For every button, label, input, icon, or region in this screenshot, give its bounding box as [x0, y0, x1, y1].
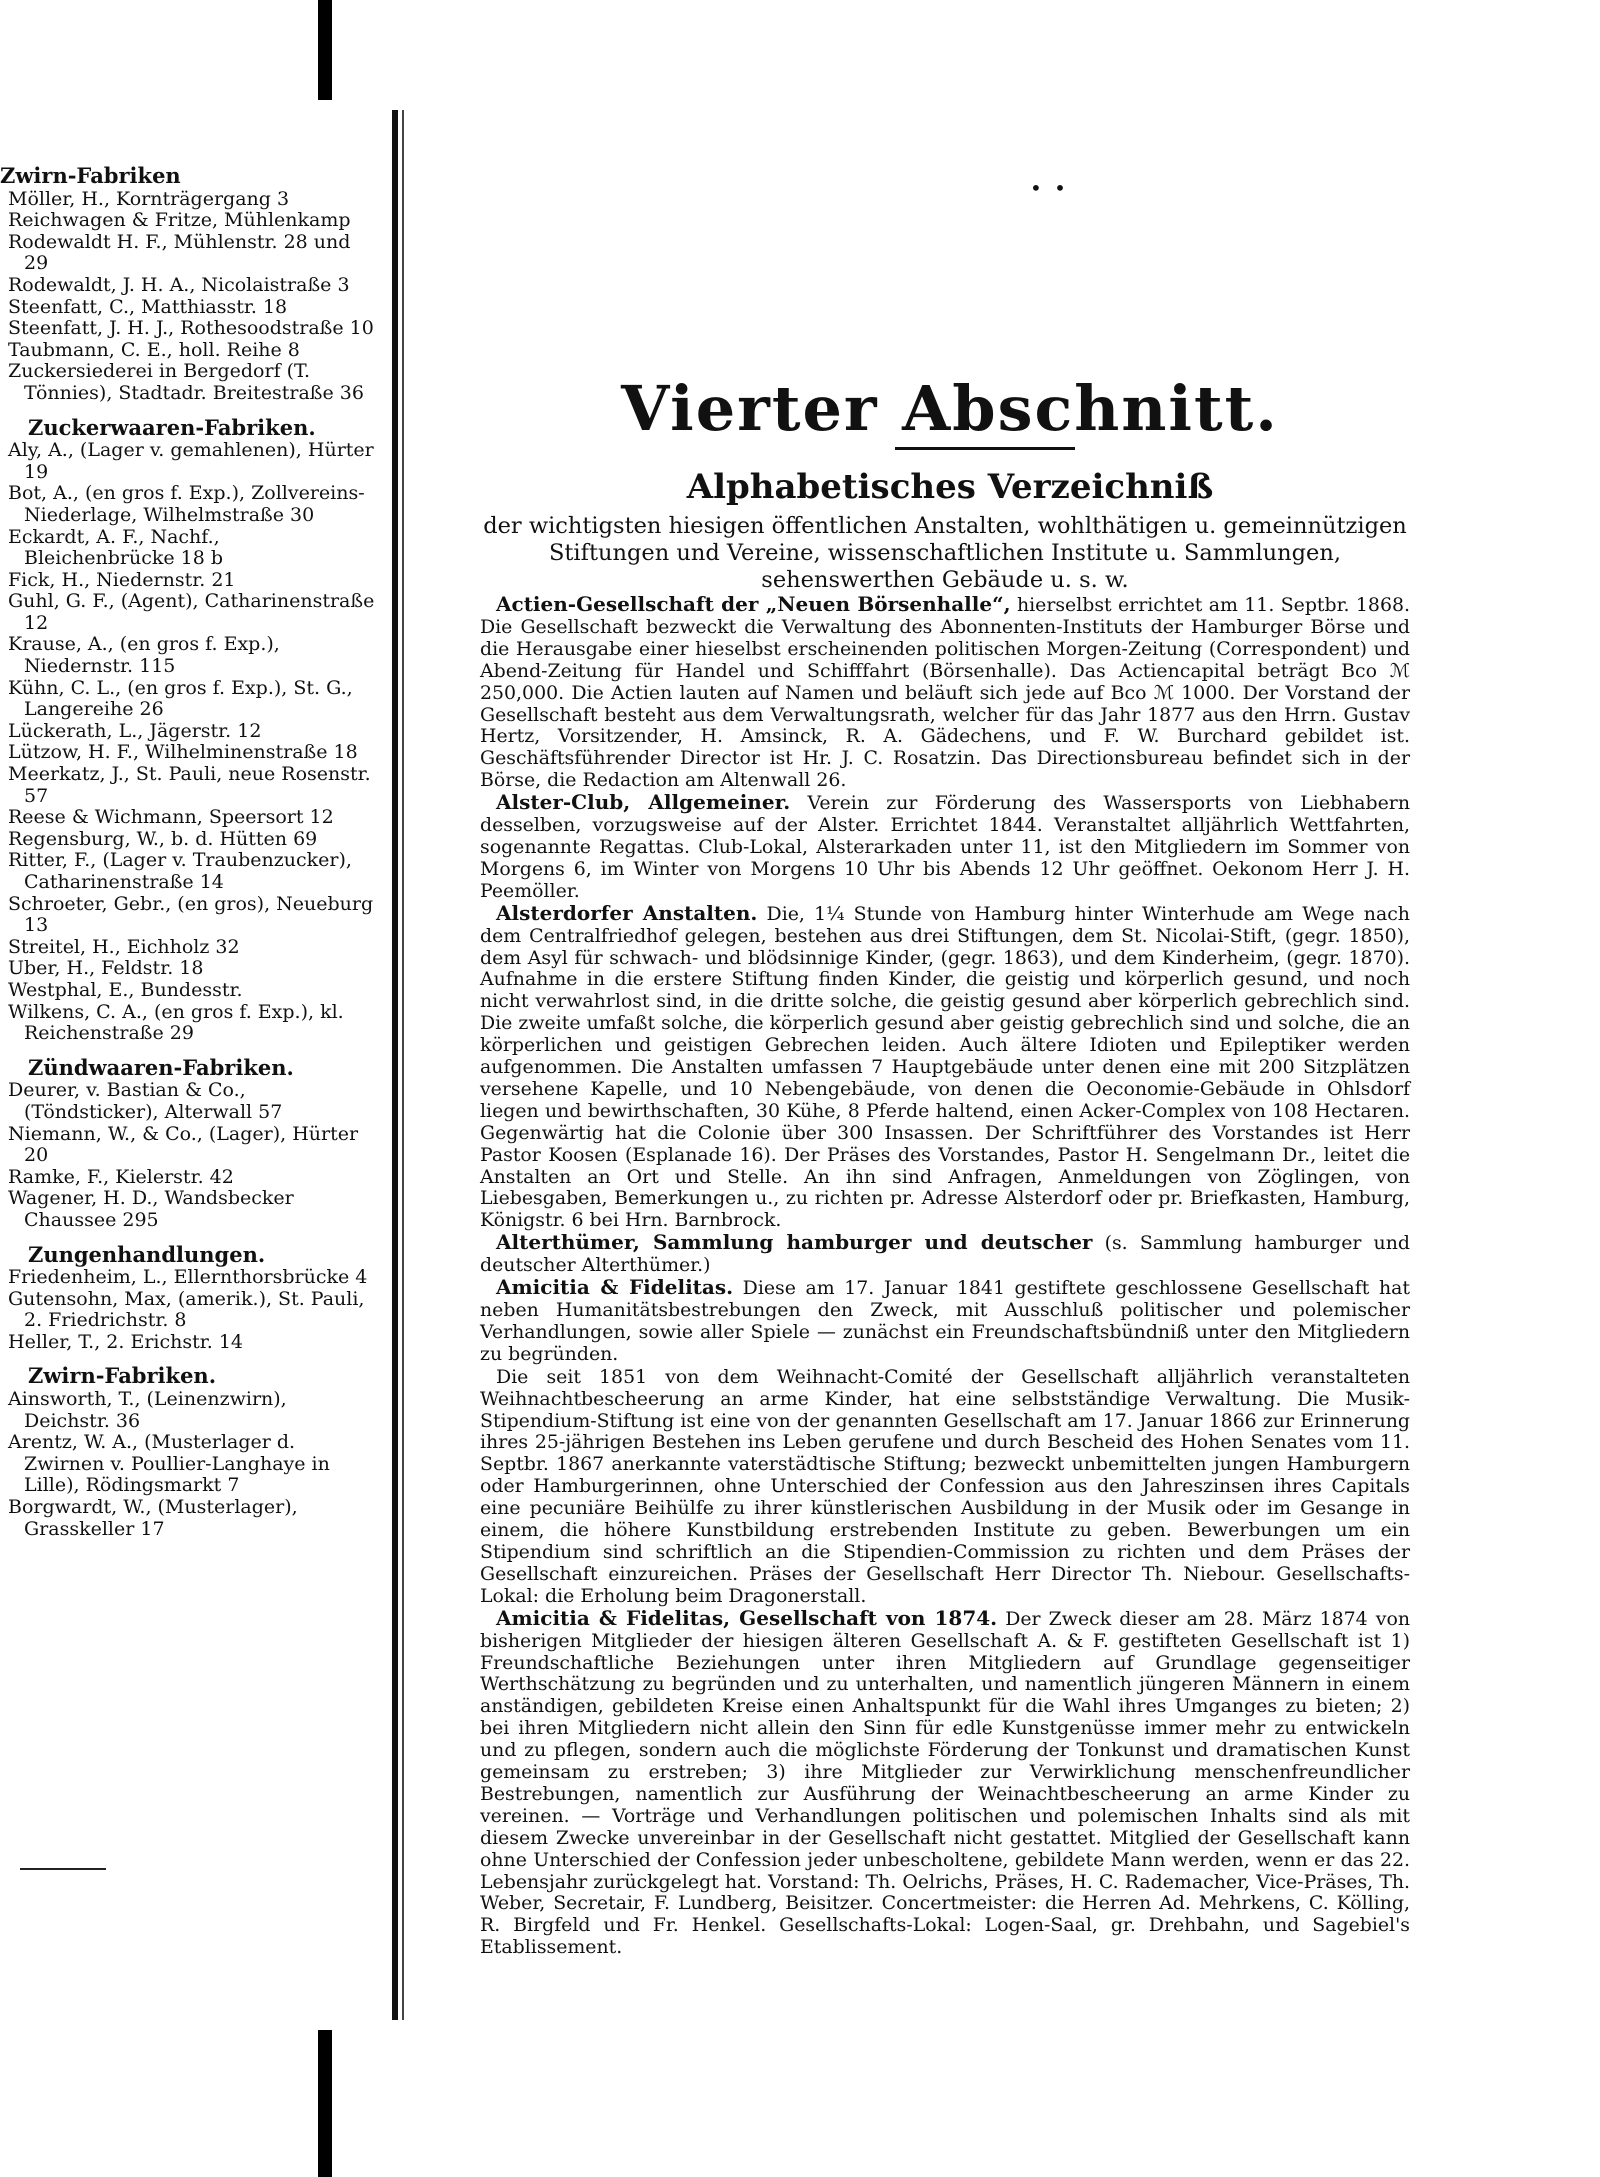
list-item: Heller, T., 2. Erichstr. 14 — [8, 1330, 243, 1353]
list-item: Streitel, H., Eichholz 32 — [8, 935, 240, 958]
directory-entry — [480, 1277, 1410, 1366]
left-group — [0, 1365, 375, 1540]
list-item: Zuckersiederei in Bergedorf (T. Tönnies), Stadtadr. Breitestraße 36 — [8, 360, 364, 404]
directory-entry — [480, 594, 1410, 792]
entry-text: Verein zur Förderung des Wassersports von Liebhabern desselben, vorzugsweise auf der Alster. Errichtet 1844. Veranstaltet alljährlich Wettfahrten, sogenannte Regattas. Club-Lokal, Alsterarkaden unter 11, ist den Mitgliedern im Sommer von Morgens 6, im Winter von Morgens 10 Uhr bis Abends 12 Uhr geöffnet. Oekonom Herr J. H. Peemöller. — [480, 792, 1410, 902]
entry-heading: Alterthümer, Sammlung hamburger und deutscher — [496, 1230, 1093, 1255]
list-item: Regensburg, W., b. d. Hütten 69 — [8, 827, 318, 850]
list-item: Meerkatz, J., St. Pauli, neue Rosenstr. 57 — [8, 763, 371, 807]
left-group — [0, 1054, 375, 1232]
left-group-heading: Zündwaaren-Fabriken. — [28, 1054, 294, 1080]
list-item: Steenfatt, C., Matthiasstr. 18 — [8, 295, 288, 318]
directory-entries — [480, 594, 1410, 1959]
list-item: Reese & Wichmann, Speersort 12 — [8, 806, 334, 829]
entry-heading: Amicitia & Fidelitas. — [496, 1275, 734, 1300]
list-item: Borgwardt, W., (Musterlager), Grasskeller 17 — [8, 1496, 298, 1540]
list-item: Bot, A., (en gros f. Exp.), Zollvereins-Niederlage, Wilhelmstraße 30 — [8, 482, 365, 526]
entry-heading: Actien-Gesellschaft der „Neuen Börsenhalle“, — [496, 592, 1011, 616]
entry-heading: Alster-Club, Allgemeiner. — [496, 790, 791, 815]
list-item: Wilkens, C. A., (en gros f. Exp.), kl. Reichenstraße 29 — [8, 1000, 344, 1045]
list-item: Fick, H., Niedernstr. 21 — [8, 568, 236, 591]
list-item: Westphal, E., Bundesstr. — [8, 978, 243, 1001]
list-item: Eckardt, A. F., Nachf., Bleichenbrücke 18 b — [8, 525, 224, 570]
list-item: Schroeter, Gebr., (en gros), Neueburg 13 — [8, 892, 374, 937]
list-item: Lützow, H. F., Wilhelminenstraße 18 — [8, 741, 358, 764]
section-intro: der wichtigsten hiesigen öffentlichen Anstalten, wohlthätigen u. gemeinnützigen Stiftungen und Vereine, wissenschaftlichen Institute u. Sammlungen, sehenswerthen Gebäude u. s. w. — [483, 513, 1407, 593]
list-item: Uber, H., Feldstr. 18 — [8, 957, 204, 980]
left-group-heading: Zuckerwaaren-Fabriken. — [28, 414, 316, 440]
list-item: Wagener, H. D., Wandsbecker Chaussee 295 — [8, 1187, 294, 1231]
entry-text: hierselbst errichtet am 11. Septbr. 1868. Die Gesellschaft bezweckt die Verwaltung des Abonnenten-Instituts der Hamburger Börse und die Herausgabe einer hieselbst erscheinenden politischen Morgen-Zeitung (Correspondent) und Abend-Zeitung für Handel und Schifffahrt (Börsenhalle). Das Actiencapital beträgt Bco ℳ 250,000. Die Actien lauten auf Namen und beläuft sich jede auf Bco ℳ 1000. Der Vorstand der Gesellschaft besteht aus dem Verwaltungsrath, welcher für das Jahr 1877 aus den Hrrn. Gustav Hertz, Vorsitzender, H. Amsinck, R. A. Gädechens, und F. W. Burchard gebildet ist. Geschäftsführender Director ist Hr. J. C. Rosatzin. Das Directionsbureau befindet sich in der Börse, die Redaction am Altenwall 26. — [480, 594, 1410, 792]
page-spine-shadow — [402, 110, 404, 2020]
section-subtitle: Alphabetisches Verzeichniß — [686, 467, 1214, 507]
list-item: Niemann, W., & Co., (Lager), Hürter 20 — [8, 1122, 359, 1167]
left-group-heading: Zwirn-Fabriken. — [28, 1363, 217, 1389]
list-item: Rodewaldt, J. H. A., Nicolaistraße 3 — [8, 273, 350, 296]
list-item: Kühn, C. L., (en gros f. Exp.), St. G., Langereihe 26 — [8, 676, 353, 721]
left-group — [0, 1241, 375, 1354]
left-group-heading: Zungenhandlungen. — [28, 1241, 266, 1267]
entry-text: (s. Sammlung hamburger und deutscher Alterthümer.) — [480, 1232, 1410, 1277]
list-item: Gutensohn, Max, (amerik.), St. Pauli, 2. Friedrichstr. 8 — [8, 1287, 365, 1332]
entry-text: Diese am 17. Januar 1841 gestiftete geschlossene Gesellschaft hat neben Humanitätsbestrebungen den Zweck, mit Ausschluß politischer und polemischer Verhandlungen, sowie aller Spiele — zunächst ein Freundschaftsbündniß unter den Mitgliedern zu begründen. — [480, 1277, 1410, 1365]
left-column — [0, 165, 375, 1552]
directory-entry — [480, 1232, 1410, 1277]
scan-edge-top — [318, 0, 332, 100]
scan-edge-bottom — [318, 2030, 332, 2177]
list-item: Guhl, G. F., (Agent), Catharinenstraße 12 — [8, 590, 375, 634]
list-item: Aly, A., (Lager v. gemahlenen), Hürter 19 — [8, 439, 374, 483]
printer-marks: • • — [1030, 176, 1069, 200]
left-group — [0, 165, 375, 405]
title-underline — [895, 447, 1075, 450]
directory-entry — [480, 1366, 1410, 1608]
page-title: Vierter Abschnitt. — [621, 372, 1279, 445]
list-item: Möller, H., Kornträgergang 3 — [8, 187, 290, 210]
entry-text: Die seit 1851 von dem Weihnacht-Comité der Gesellschaft alljährlich veranstalteten Weihnachtbescheerung an arme Kinder, hat eine selbstständige Verwaltung. Die Musik-Stipendium-Stiftung ist eine von der genannten Gesellschaft am 17. Januar 1866 zur Erinnerung ihres 25-jährigen Bestehen ins Leben gerufene und durch Bescheid des Hohen Senates vom 11. Septbr. 1867 anerkannte vaterstädtische Stiftung; bezweckt unbemittelten jungen Hamburgern oder Hamburgerinnen, ohne Unterschied der Confession aus den Jahreszinsen ihres Capitals eine pecuniäre Beihülfe zu ihrer künstlerischen Ausbildung in der Musik oder im Gesange in einem, die höhere Kunstbildung erstrebenden Institute zu geben. Bewerbungen um ein Stipendium sind schriftlich an die Stipendien-Commission zu richten und dem Präses der Gesellschaft einzureichen. Präses der Gesellschaft Herr Director Th. Niebour. Gesellschafts-Lokal: die Erholung beim Dragonerstall. — [480, 1365, 1410, 1607]
section-divider — [20, 1868, 106, 1870]
directory-entry — [480, 792, 1410, 903]
list-item: Arentz, W. A., (Musterlager d. Zwirnen v. Poullier-Langhaye in Lille), Rödingsmarkt 7 — [8, 1431, 330, 1497]
list-item: Reichwagen & Fritze, Mühlenkamp — [8, 209, 351, 232]
entry-heading: Amicitia & Fidelitas, Gesellschaft von 1874. — [496, 1605, 998, 1630]
list-item: Lückerath, L., Jägerstr. 12 — [8, 719, 262, 742]
list-item: Ramke, F., Kielerstr. 42 — [8, 1165, 234, 1188]
entry-text: Die, 1¼ Stunde von Hamburg hinter Winterhude am Wege nach dem Centralfriedhof gelegen, bestehen aus drei Stiftungen, dem St. Nicolai-Stift, (gegr. 1850), dem Asyl für schwach- und blödsinnige Kinder, (gegr. 1863), und dem Kinderheim, (gegr. 1870). Aufnahme in die erstere Stiftung finden Kinder, die geistig und körperlich gesund, und noch nicht verwahrlost sind, in die dritte solche, die geistig gesund aber körperlich gebrechlich sind. Die zweite umfaßt solche, die körperlich gesund aber geistig gebrechlich sind und solche, die an körperlichen und geistigen Gebrechen leiden. Auch ältere Idioten und Epileptiker werden aufgenommen. Die Anstalten umfassen 7 Hauptgebäude unter denen eine mit 200 Sitzplätzen versehene Kapelle, und 10 Nebengebäude, von denen die Oeconomie-Gebäude in Ohlsdorf liegen und bewirthschaften, 30 Kühe, 8 Pferde haltend, einen Acker-Complex von 108 Hectaren. Gegenwärtig hat die Colonie über 300 Insassen. Der Schriftführer des Vorstandes ist Herr Pastor Koosen (Esplanade 16). Der Präses des Vorstandes, Pastor H. Sengelmann Dr., leitet die Anstalten an Ort und Stelle. An ihn sind Anfragen, Anmeldungen von Zöglingen, von Liebesgaben, Bemerkungen u., zu richten pr. Adresse Alsterdorf oder pr. Briefkasten, Hamburg, Königstr. 6 bei Hrn. Barnbrock. — [480, 902, 1410, 1232]
list-item: Steenfatt, J. H. J., Rothesoodstraße 10 — [8, 317, 374, 340]
list-item: Friedenheim, L., Ellernthorsbrücke 4 — [8, 1266, 368, 1289]
list-item: Deurer, v. Bastian & Co., (Töndsticker), Alterwall 57 — [8, 1079, 283, 1123]
page-spine — [392, 110, 398, 2020]
directory-entry — [480, 900, 1410, 1233]
list-item: Taubmann, C. E., holl. Reihe 8 — [8, 338, 300, 361]
list-item: Ainsworth, T., (Leinenzwirn), Deichstr. 36 — [8, 1388, 287, 1432]
list-item: Rodewaldt H. F., Mühlenstr. 28 und 29 — [8, 230, 351, 275]
list-item: Ritter, F., (Lager v. Traubenzucker), Catharinenstraße 14 — [8, 849, 352, 893]
left-group — [0, 414, 375, 1045]
directory-entry — [480, 1605, 1410, 1960]
left-group-heading: Zwirn-Fabriken — [0, 163, 181, 188]
list-item: Krause, A., (en gros f. Exp.), Niedernstr. 115 — [8, 633, 280, 678]
entry-heading: Alsterdorfer Anstalten. — [496, 900, 758, 925]
entry-text: Der Zweck dieser am 28. März 1874 von bisherigen Mitglieder der hiesigen älteren Gesellschaft A. & F. gestifteten Gesellschaft ist 1) Freundschaftliche Beziehungen unter ihren Mitgliedern auf Grundlage gegenseitiger Werthschätzung zu begründen und zu unterhalten, und namentlich jüngeren Männern in einem anständigen, gebildeten Kreise einen Anhaltspunkt für die Wahl ihres Umganges zu bieten; 2) bei ihren Mitgliedern nicht allein den Sinn für edle Kunstgenüsse immer mehr zu entwickeln und zu pflegen, sondern auch die möglichste Förderung der Tonkunst und dramatischen Kunst gemeinsam zu erstreben; 3) ihre Mitglieder zur Verwirklichung menschenfreundlicher Bestrebungen, namentlich zur Ausführung der Weinachtbescheerung an arme Kinder zu vereinen. — Vorträge und Verhandlungen politischen und polemischen Inhalts sind als mit diesem Zwecke unvereinbar in der Gesellschaft nicht gestattet. Mitglied der Gesellschaft kann ohne Unterschied der Confession jeder unbescholtene, gebildete Mann werden, wenn er das 22. Lebensjahr zurückgelegt hat. Vorstand: Th. Oelrichs, Präses, H. C. Rademacher, Vice-Präses, Th. Weber, Secretair, F. Lundberg, Beisitzer. Concertmeister: die Herren Ad. Mehrkens, C. Kölling, R. Birgfeld und Fr. Henkel. Gesellschafts-Lokal: Logen-Saal, gr. Drehbahn, und Sagebiel's Etablissement. — [480, 1607, 1410, 1959]
